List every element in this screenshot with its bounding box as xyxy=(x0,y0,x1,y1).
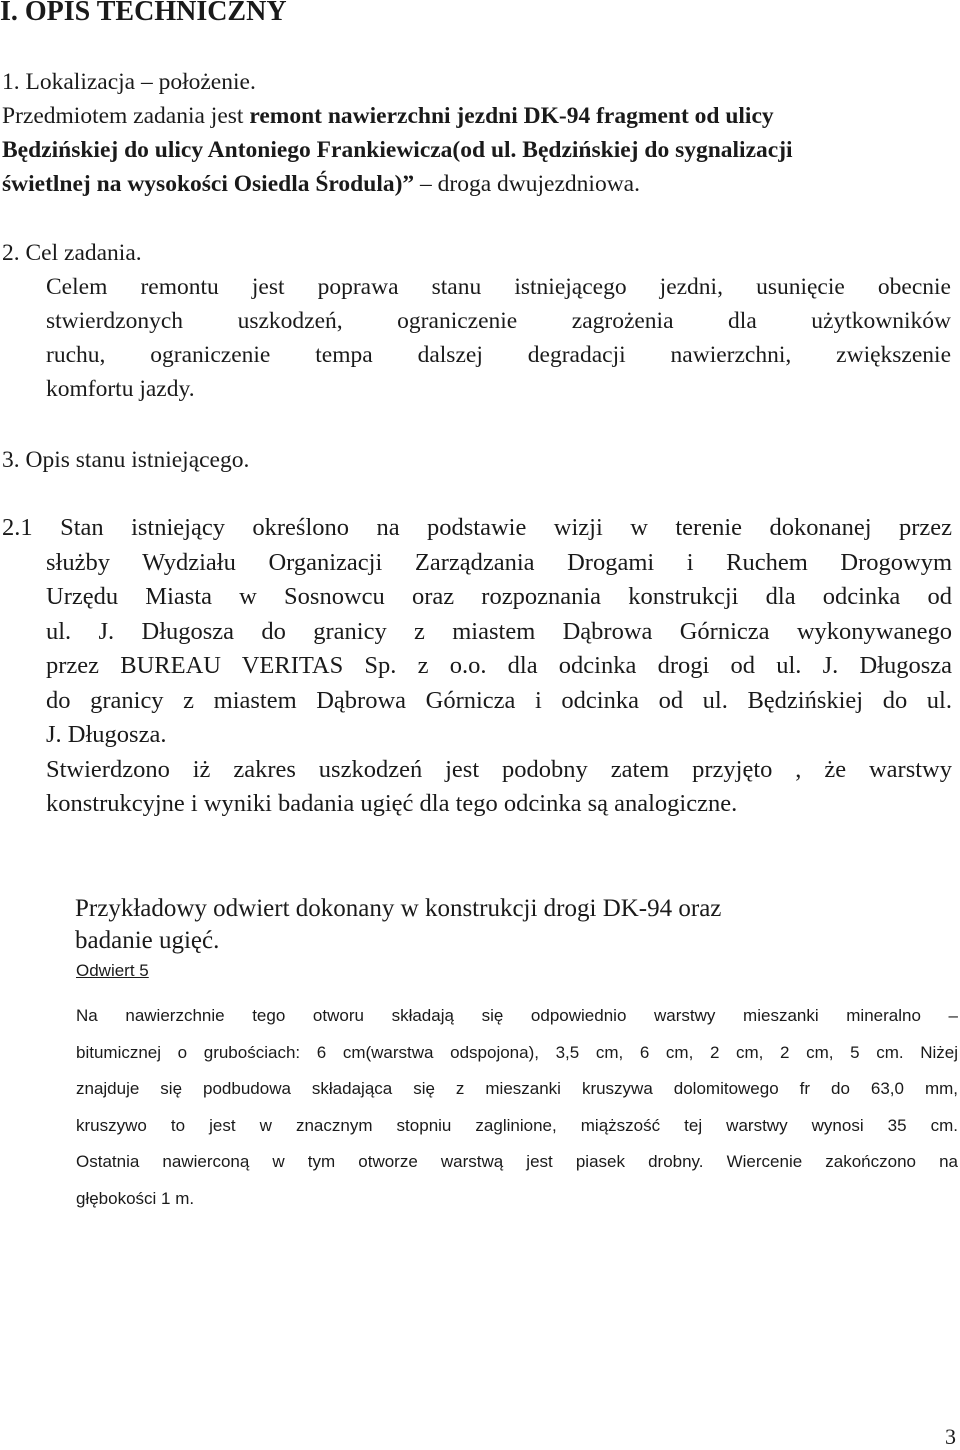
paragraph-line: Urzędu Miasta w Sosnowcu oraz rozpoznania konstrukcji dla odcinka od xyxy=(46,583,952,610)
paragraph-line: stwierdzonych uszkodzeń, ograniczenie zagrożenia dla użytkowników xyxy=(46,308,951,334)
text-bold: remont nawierzchni jezdni DK-94 fragment od ulicy xyxy=(249,103,774,129)
text-bold: świetlnej na wysokości Osiedla Środula)” xyxy=(2,171,415,197)
section-condition-paragraph xyxy=(2,511,952,822)
section-location xyxy=(2,65,793,201)
paragraph-line: służby Wydziału Organizacji Zarządzania Drogami i Ruchem Drogowym xyxy=(46,548,952,576)
paragraph-line: do granicy z miastem Dąbrowa Górnicza i odcinka od ul. Będzińskiej do ul. xyxy=(46,686,952,714)
section-condition-title: 3. Opis stanu istniejącego. xyxy=(2,447,250,473)
paragraph-line: bitumicznej o grubościach: 6 cm(warstwa odspojona), 3,5 cm, 6 cm, 2 cm, 2 cm, 5 cm. Niżej xyxy=(76,1042,958,1062)
section-location-line-3 xyxy=(2,167,793,201)
text-plain: Przedmiotem zadania jest xyxy=(2,103,250,129)
paragraph-line: Na nawierzchnie tego otworu składają się odpowiednio warstwy mieszanki mineralno – xyxy=(76,1006,958,1025)
paragraph-line: znajduje się podbudowa składająca się z mieszanki kruszywa dolomitowego fr do 63,0 mm, xyxy=(76,1079,958,1099)
paragraph-line: ruchu, ograniczenie tempa dalszej degradacji nawierzchni, zwiększenie xyxy=(46,342,951,368)
example-title-line-2: badanie ugięć. xyxy=(75,927,220,954)
section-location-line-1 xyxy=(2,99,793,133)
paragraph-line: J. Długosza. xyxy=(46,721,167,748)
borehole-description xyxy=(76,998,958,1218)
paragraph-line: przez BUREAU VERITAS Sp. z o.o. dla odcinka drogi od ul. J. Długosza xyxy=(46,652,952,679)
example-title xyxy=(75,893,721,957)
paragraph-line: kruszywo to jest w znacznym stopniu zaglinione, miąższość tej warstwy wynosi 35 cm. xyxy=(76,1115,958,1135)
section-location-line-2: Będzińskiej do ulicy Antoniego Frankiewicza(od ul. Będzińskiej do sygnalizacji xyxy=(2,137,793,163)
paragraph-line: komfortu jazdy. xyxy=(46,376,195,402)
document-heading: I. OPIS TECHNICZNY xyxy=(0,0,287,27)
section-location-title: 1. Lokalizacja – położenie. xyxy=(2,69,256,95)
paragraph-line: Ostatnia nawierconą w tym otworze warstwą jest piasek drobny. Wiercenie zakończono na xyxy=(76,1152,958,1172)
paragraph-line: 2.1 Stan istniejący określono na podstawie wizji w terenie dokonanej przez xyxy=(2,514,952,541)
paragraph-line: głębokości 1 m. xyxy=(76,1188,195,1208)
borehole-label: Odwiert 5 xyxy=(76,961,149,980)
paragraph-line: Celem remontu jest poprawa stanu istniejącego jezdni, usunięcie obecnie xyxy=(46,274,951,300)
page-number: 3 xyxy=(945,1424,956,1449)
paragraph-line: Stwierdzono iż zakres uszkodzeń jest podobny zatem przyjęto , że warstwy xyxy=(46,755,952,783)
example-title-line-1: Przykładowy odwiert dokonany w konstrukcji drogi DK-94 oraz xyxy=(75,895,722,922)
section-goal-paragraph xyxy=(46,270,951,406)
text-plain: – droga dwujezdniowa. xyxy=(414,171,640,197)
paragraph-line: ul. J. Długosza do granicy z miastem Dąbrowa Górnicza wykonywanego xyxy=(46,617,952,645)
section-goal-title: 2. Cel zadania. xyxy=(2,240,142,266)
paragraph-line: konstrukcyjne i wyniki badania ugięć dla tego odcinka są analogiczne. xyxy=(46,790,738,817)
